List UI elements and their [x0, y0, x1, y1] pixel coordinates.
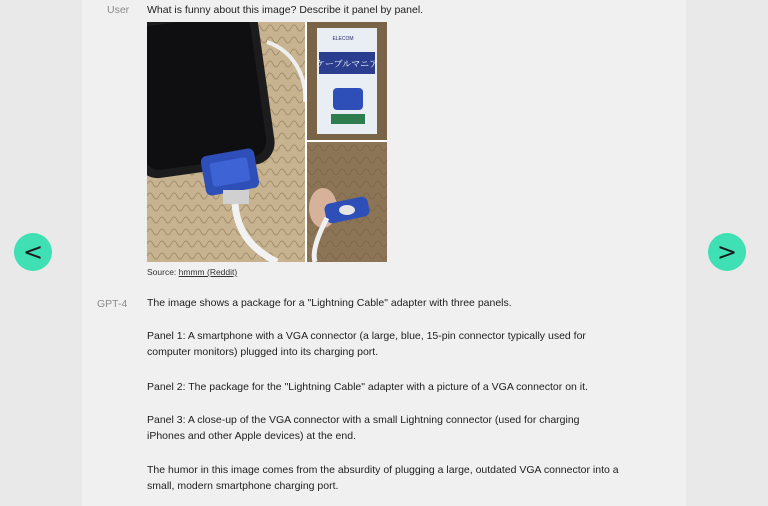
answer-paragraph: The humor in this image comes from the absurdity of plugging a large, outdated VGA connector into a small, modern smartphone charging port.	[147, 464, 619, 492]
prev-button[interactable]: <	[14, 233, 52, 271]
user-prompt: What is funny about this image? Describe it panel by panel.	[147, 4, 424, 16]
answer-paragraph: The image shows a package for a "Lightning Cable" adapter with three panels.	[147, 297, 512, 309]
package-brand: ELECOM	[332, 36, 354, 42]
meme-image	[147, 22, 387, 262]
assistant-label: GPT-4	[97, 298, 128, 310]
answer-paragraph: Panel 2: The package for the "Lightning Cable" adapter with a picture of a VGA connector on it.	[147, 381, 588, 393]
user-label: User	[107, 4, 130, 16]
image-source	[147, 267, 237, 277]
panel-2-package	[307, 22, 387, 140]
panel-3-closeup	[307, 142, 387, 262]
source-link[interactable]: hmmm (Reddit)	[178, 267, 238, 277]
package-label: ケーブルマニア	[315, 60, 379, 70]
next-button[interactable]: >	[708, 233, 746, 271]
panel-1-phone	[147, 22, 305, 262]
answer-paragraph: Panel 1: A smartphone with a VGA connector (a large, blue, 15-pin connector typically used for computer monitors) plugged into its charging port.	[147, 330, 586, 358]
answer-paragraph: Panel 3: A close-up of the VGA connector with a small Lightning connector (used for charging iPhones and other Apple devices) at the end.	[147, 414, 580, 442]
source-prefix: Source:	[147, 267, 179, 277]
